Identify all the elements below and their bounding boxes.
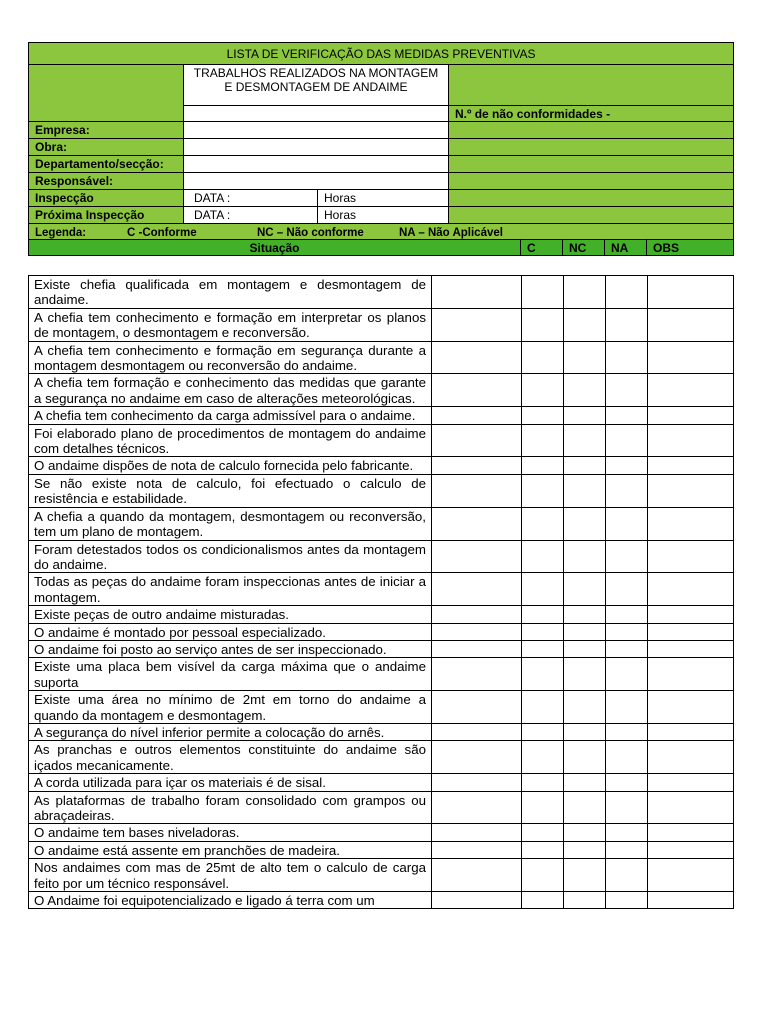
nonconformity-count-label: N.º de não conformidades - (449, 106, 734, 122)
table-row (29, 791, 734, 824)
checklist-question: Foram detestados todos os condicionalismos antes da montagem do andaime. (29, 540, 432, 573)
checklist-question: Existe uma área no mínimo de 2mt em torno do andaime a quando da montagem e desmontagem. (29, 691, 432, 724)
header-form (28, 42, 734, 256)
inspeccao-hours[interactable] (318, 190, 449, 207)
check-na-cell[interactable] (606, 691, 648, 724)
checklist-table (28, 275, 734, 909)
check-na-cell[interactable] (606, 623, 648, 640)
check-c-cell[interactable] (522, 308, 564, 341)
obs-cell[interactable] (648, 573, 734, 606)
table-row (29, 741, 734, 774)
obs-cell[interactable] (648, 606, 734, 623)
table-row (29, 640, 734, 657)
proxima-inspeccao-label: Próxima Inspecção (29, 207, 184, 224)
document-title: LISTA DE VERIFICAÇÃO DAS MEDIDAS PREVENTIVAS (29, 43, 734, 65)
answer-cell[interactable] (432, 341, 522, 374)
table-row (29, 407, 734, 424)
check-nc-cell[interactable] (564, 474, 606, 507)
table-row (29, 691, 734, 724)
check-nc-cell[interactable] (564, 859, 606, 892)
proxima-hours[interactable] (318, 207, 449, 224)
check-c-cell[interactable] (522, 540, 564, 573)
obs-cell[interactable] (648, 892, 734, 909)
answer-cell[interactable] (432, 892, 522, 909)
responsavel-field[interactable] (184, 173, 449, 190)
table-row (29, 374, 734, 407)
checklist-question: A chefia a quando da montagem, desmontagem ou reconversão, tem um plano de montagem. (29, 507, 432, 540)
check-nc-cell[interactable] (564, 424, 606, 457)
responsavel-extra (449, 173, 734, 190)
check-na-cell[interactable] (606, 774, 648, 791)
check-na-cell[interactable] (606, 341, 648, 374)
obra-extra (449, 139, 734, 156)
obs-cell[interactable] (648, 276, 734, 309)
check-na-cell[interactable] (606, 640, 648, 657)
check-nc-cell[interactable] (564, 892, 606, 909)
check-c-cell[interactable] (522, 606, 564, 623)
inspeccao-label: Inspecção (29, 190, 184, 207)
table-row (29, 276, 734, 309)
obs-cell[interactable] (648, 308, 734, 341)
checklist-question: A corda utilizada para içar os materiais é de sisal. (29, 774, 432, 791)
obs-cell[interactable] (648, 507, 734, 540)
column-obs: OBS (647, 240, 734, 256)
table-row (29, 457, 734, 474)
checklist-question: Existe chefia qualificada em montagem e desmontagem de andaime. (29, 276, 432, 309)
check-c-cell[interactable] (522, 374, 564, 407)
obs-cell[interactable] (648, 457, 734, 474)
check-nc-cell[interactable] (564, 824, 606, 841)
check-nc-cell[interactable] (564, 457, 606, 474)
check-c-cell[interactable] (522, 824, 564, 841)
blank-field[interactable] (184, 106, 449, 122)
check-na-cell[interactable] (606, 474, 648, 507)
hours-label: Horas (324, 208, 357, 222)
column-nc: NC (563, 240, 605, 256)
obs-cell[interactable] (648, 658, 734, 691)
check-na-cell[interactable] (606, 276, 648, 309)
obs-cell[interactable] (648, 474, 734, 507)
checklist-question: Se não existe nota de calculo, foi efectuado o calculo de resistência e estabilidade. (29, 474, 432, 507)
check-na-cell[interactable] (606, 573, 648, 606)
answer-cell[interactable] (432, 457, 522, 474)
check-c-cell[interactable] (522, 723, 564, 740)
proxima-extra (449, 207, 734, 224)
table-row (29, 723, 734, 740)
proxima-date[interactable] (184, 207, 318, 224)
check-c-cell[interactable] (522, 791, 564, 824)
table-row (29, 308, 734, 341)
answer-cell[interactable] (432, 723, 522, 740)
check-na-cell[interactable] (606, 374, 648, 407)
check-na-cell[interactable] (606, 407, 648, 424)
check-na-cell[interactable] (606, 540, 648, 573)
checklist-question: A chefia tem conhecimento e formação em segurança durante a montagem desmontagem ou reconversão do andaime. (29, 341, 432, 374)
table-row (29, 606, 734, 623)
empresa-field[interactable] (184, 122, 449, 139)
hours-label: Horas (324, 191, 357, 205)
answer-cell[interactable] (432, 824, 522, 841)
answer-cell[interactable] (432, 741, 522, 774)
obs-cell[interactable] (648, 540, 734, 573)
obs-cell[interactable] (648, 774, 734, 791)
check-nc-cell[interactable] (564, 658, 606, 691)
check-nc-cell[interactable] (564, 723, 606, 740)
check-nc-cell[interactable] (564, 308, 606, 341)
table-row (29, 507, 734, 540)
table-row (29, 841, 734, 858)
answer-cell[interactable] (432, 308, 522, 341)
table-row (29, 859, 734, 892)
check-nc-cell[interactable] (564, 691, 606, 724)
check-c-cell[interactable] (522, 741, 564, 774)
checklist-body (29, 276, 734, 909)
check-c-cell[interactable] (522, 573, 564, 606)
obs-cell[interactable] (648, 723, 734, 740)
check-nc-cell[interactable] (564, 540, 606, 573)
checklist-question: Existe uma placa bem visível da carga máxima que o andaime suporta (29, 658, 432, 691)
table-row (29, 892, 734, 909)
answer-cell[interactable] (432, 540, 522, 573)
checklist-question: A chefia tem formação e conhecimento das medidas que garante a segurança no andaime em caso de alterações meteorológicas. (29, 374, 432, 407)
obs-cell[interactable] (648, 341, 734, 374)
check-nc-cell[interactable] (564, 640, 606, 657)
check-na-cell[interactable] (606, 841, 648, 858)
answer-cell[interactable] (432, 573, 522, 606)
header-blank-left (29, 65, 184, 122)
table-row (29, 341, 734, 374)
checklist-question: Nos andaimes com mas de 25mt de alto tem o calculo de carga feito por um técnico responsável. (29, 859, 432, 892)
check-na-cell[interactable] (606, 424, 648, 457)
date-label: DATA : (194, 208, 231, 222)
obs-cell[interactable] (648, 407, 734, 424)
obs-cell[interactable] (648, 824, 734, 841)
obs-cell[interactable] (648, 791, 734, 824)
check-c-cell[interactable] (522, 658, 564, 691)
check-c-cell[interactable] (522, 341, 564, 374)
check-nc-cell[interactable] (564, 774, 606, 791)
answer-cell[interactable] (432, 640, 522, 657)
check-na-cell[interactable] (606, 824, 648, 841)
empresa-extra (449, 122, 734, 139)
legend-conforme: C -Conforme (127, 226, 197, 239)
obs-cell[interactable] (648, 859, 734, 892)
obs-cell[interactable] (648, 741, 734, 774)
document-subtitle: TRABALHOS REALIZADOS NA MONTAGEM E DESMONTAGEM DE ANDAIME (184, 65, 449, 106)
checklist-question: Existe peças de outro andaime misturadas. (29, 606, 432, 623)
checklist-question: Foi elaborado plano de procedimentos de montagem do andaime com detalhes técnicos. (29, 424, 432, 457)
check-nc-cell[interactable] (564, 573, 606, 606)
check-nc-cell[interactable] (564, 623, 606, 640)
obra-field[interactable] (184, 139, 449, 156)
checklist-question: Todas as peças do andaime foram inspeccionas antes de iniciar a montagem. (29, 573, 432, 606)
answer-cell[interactable] (432, 474, 522, 507)
check-na-cell[interactable] (606, 723, 648, 740)
table-row (29, 474, 734, 507)
legend-nao-conforme: NC – Não conforme (257, 226, 364, 239)
table-row (29, 774, 734, 791)
checklist-question: O andaime é montado por pessoal especializado. (29, 623, 432, 640)
answer-cell[interactable] (432, 774, 522, 791)
check-c-cell[interactable] (522, 859, 564, 892)
checklist-question: As plataformas de trabalho foram consolidado com grampos ou abraçadeiras. (29, 791, 432, 824)
check-c-cell[interactable] (522, 457, 564, 474)
legend-label: Legenda: (35, 226, 87, 239)
check-nc-cell[interactable] (564, 341, 606, 374)
checklist-question: As pranchas e outros elementos constituinte do andaime são içados mecanicamente. (29, 741, 432, 774)
answer-cell[interactable] (432, 424, 522, 457)
legend (29, 224, 734, 240)
check-nc-cell[interactable] (564, 741, 606, 774)
check-c-cell[interactable] (522, 892, 564, 909)
check-nc-cell[interactable] (564, 407, 606, 424)
check-c-cell[interactable] (522, 424, 564, 457)
checklist-question: A chefia tem conhecimento da carga admissível para o andaime. (29, 407, 432, 424)
answer-cell[interactable] (432, 374, 522, 407)
check-c-cell[interactable] (522, 407, 564, 424)
date-label: DATA : (194, 191, 231, 205)
check-na-cell[interactable] (606, 859, 648, 892)
checklist-question: A chefia tem conhecimento e formação em interpretar os planos de montagem, o desmontagem e reconversão. (29, 308, 432, 341)
obra-label: Obra: (29, 139, 184, 156)
checklist-question: O andaime tem bases niveladoras. (29, 824, 432, 841)
inspeccao-extra (449, 190, 734, 207)
check-c-cell[interactable] (522, 841, 564, 858)
check-c-cell[interactable] (522, 474, 564, 507)
checklist-question: A segurança do nível inferior permite a colocação do arnês. (29, 723, 432, 740)
obs-cell[interactable] (648, 691, 734, 724)
answer-cell[interactable] (432, 791, 522, 824)
answer-cell[interactable] (432, 859, 522, 892)
table-row (29, 540, 734, 573)
legend-nao-aplicavel: NA – Não Aplicável (399, 226, 503, 239)
check-na-cell[interactable] (606, 658, 648, 691)
check-nc-cell[interactable] (564, 374, 606, 407)
obs-cell[interactable] (648, 374, 734, 407)
check-na-cell[interactable] (606, 741, 648, 774)
answer-cell[interactable] (432, 276, 522, 309)
column-na: NA (605, 240, 647, 256)
inspeccao-date[interactable] (184, 190, 318, 207)
obs-cell[interactable] (648, 424, 734, 457)
checklist-question: O andaime foi posto ao serviço antes de ser inspeccionado. (29, 640, 432, 657)
departamento-extra (449, 156, 734, 173)
check-na-cell[interactable] (606, 892, 648, 909)
answer-cell[interactable] (432, 407, 522, 424)
departamento-field[interactable] (184, 156, 449, 173)
answer-cell[interactable] (432, 691, 522, 724)
column-c: C (521, 240, 563, 256)
header-blank-right (449, 65, 734, 106)
table-row (29, 623, 734, 640)
check-na-cell[interactable] (606, 606, 648, 623)
check-nc-cell[interactable] (564, 791, 606, 824)
check-na-cell[interactable] (606, 791, 648, 824)
check-c-cell[interactable] (522, 276, 564, 309)
empresa-label: Empresa: (29, 122, 184, 139)
table-row (29, 424, 734, 457)
answer-cell[interactable] (432, 606, 522, 623)
answer-cell[interactable] (432, 658, 522, 691)
check-nc-cell[interactable] (564, 606, 606, 623)
check-na-cell[interactable] (606, 308, 648, 341)
checklist-question: O Andaime foi equipotencializado e ligado á terra com um (29, 892, 432, 909)
answer-cell[interactable] (432, 841, 522, 858)
check-nc-cell[interactable] (564, 507, 606, 540)
check-nc-cell[interactable] (564, 276, 606, 309)
check-na-cell[interactable] (606, 507, 648, 540)
check-c-cell[interactable] (522, 640, 564, 657)
obs-cell[interactable] (648, 841, 734, 858)
check-c-cell[interactable] (522, 507, 564, 540)
check-c-cell[interactable] (522, 691, 564, 724)
check-na-cell[interactable] (606, 457, 648, 474)
column-situacao: Situação (29, 240, 521, 256)
check-c-cell[interactable] (522, 623, 564, 640)
check-nc-cell[interactable] (564, 841, 606, 858)
departamento-label: Departamento/secção: (29, 156, 184, 173)
obs-cell[interactable] (648, 623, 734, 640)
checklist-question: O andaime está assente em pranchões de madeira. (29, 841, 432, 858)
check-c-cell[interactable] (522, 774, 564, 791)
checklist-question: O andaime dispões de nota de calculo fornecida pelo fabricante. (29, 457, 432, 474)
table-row (29, 658, 734, 691)
answer-cell[interactable] (432, 623, 522, 640)
table-row (29, 824, 734, 841)
obs-cell[interactable] (648, 640, 734, 657)
answer-cell[interactable] (432, 507, 522, 540)
responsavel-label: Responsável: (29, 173, 184, 190)
table-row (29, 573, 734, 606)
